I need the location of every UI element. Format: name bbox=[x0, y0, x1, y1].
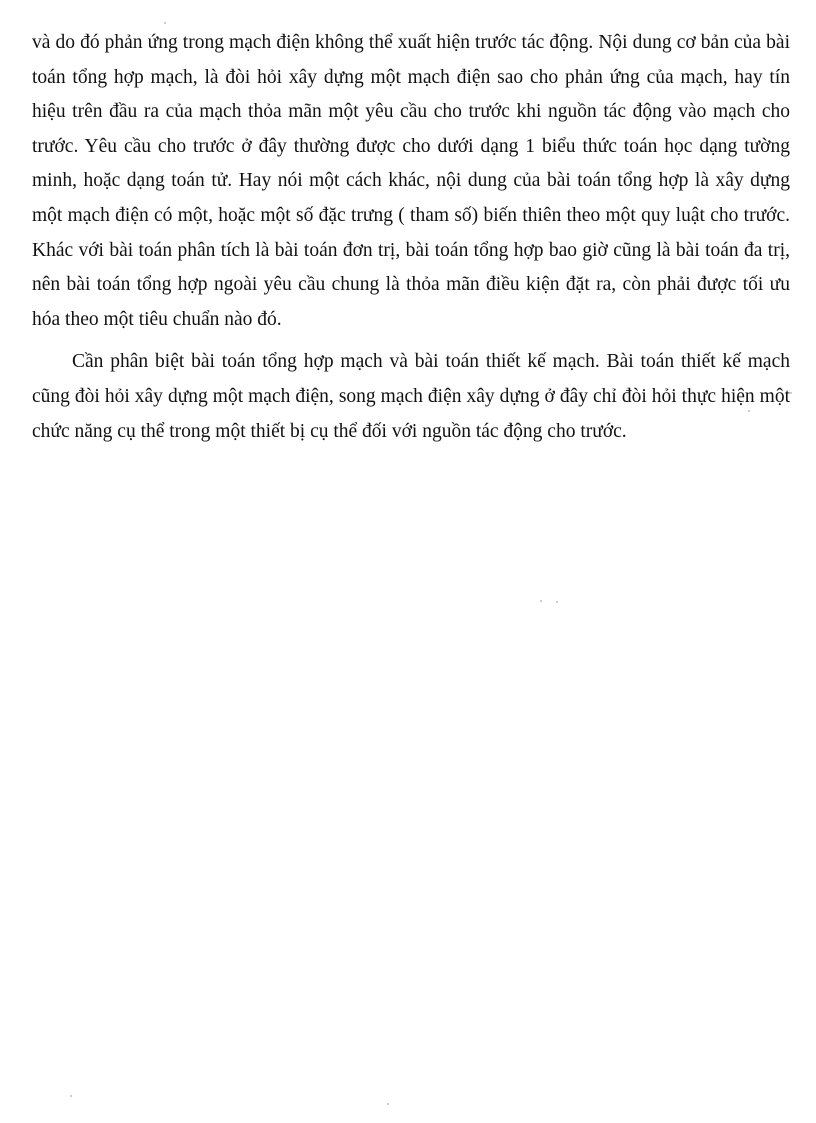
scan-speck bbox=[790, 392, 792, 394]
scan-speck bbox=[748, 410, 750, 412]
scan-speck bbox=[70, 1095, 72, 1097]
scan-speck bbox=[540, 600, 542, 602]
paragraph-1: và do đó phản ứng trong mạch điện không thể xuất hiện trước tác động. Nội dung cơ bản của bài toán tổng hợp mạch, là đòi hỏi xây dựng một mạch điện sao cho phản ứng của mạch, hay tín hiệu trên đầu ra của mạch thỏa mãn một yêu cầu cho trước khi nguồn tác động vào mạch cho trước. Yêu cầu cho trước ở đây thường được cho dưới dạng 1 biểu thức toán học dạng tường minh, hoặc dạng toán tử. Hay nói một cách khác, nội dung của bài toán tổng hợp là xây dựng một mạch điện có một, hoặc một số đặc trưng ( tham số) biến thiên theo một quy luật cho trước. Khác với bài toán phân tích là bài toán đơn trị, bài toán tổng hợp bao giờ cũng là bài toán đa trị, nên bài toán tổng hợp ngoài yêu cầu chung là thỏa mãn điều kiện đặt ra, còn phải được tối ưu hóa theo một tiêu chuẩn nào đó. bbox=[32, 32, 790, 330]
scan-speck bbox=[164, 22, 166, 24]
body-text bbox=[32, 26, 790, 449]
scan-speck bbox=[387, 1103, 389, 1105]
scan-speck bbox=[556, 601, 558, 603]
paragraph-2: Cần phân biệt bài toán tổng hợp mạch và bài toán thiết kế mạch. Bài toán thiết kế mạch cũng đòi hỏi xây dựng một mạch điện, song mạch điện xây dựng ở đây chỉ đòi hỏi thực hiện một chức năng cụ thể trong một thiết bị cụ thể đối với nguồn tác động cho trước. bbox=[32, 351, 790, 442]
